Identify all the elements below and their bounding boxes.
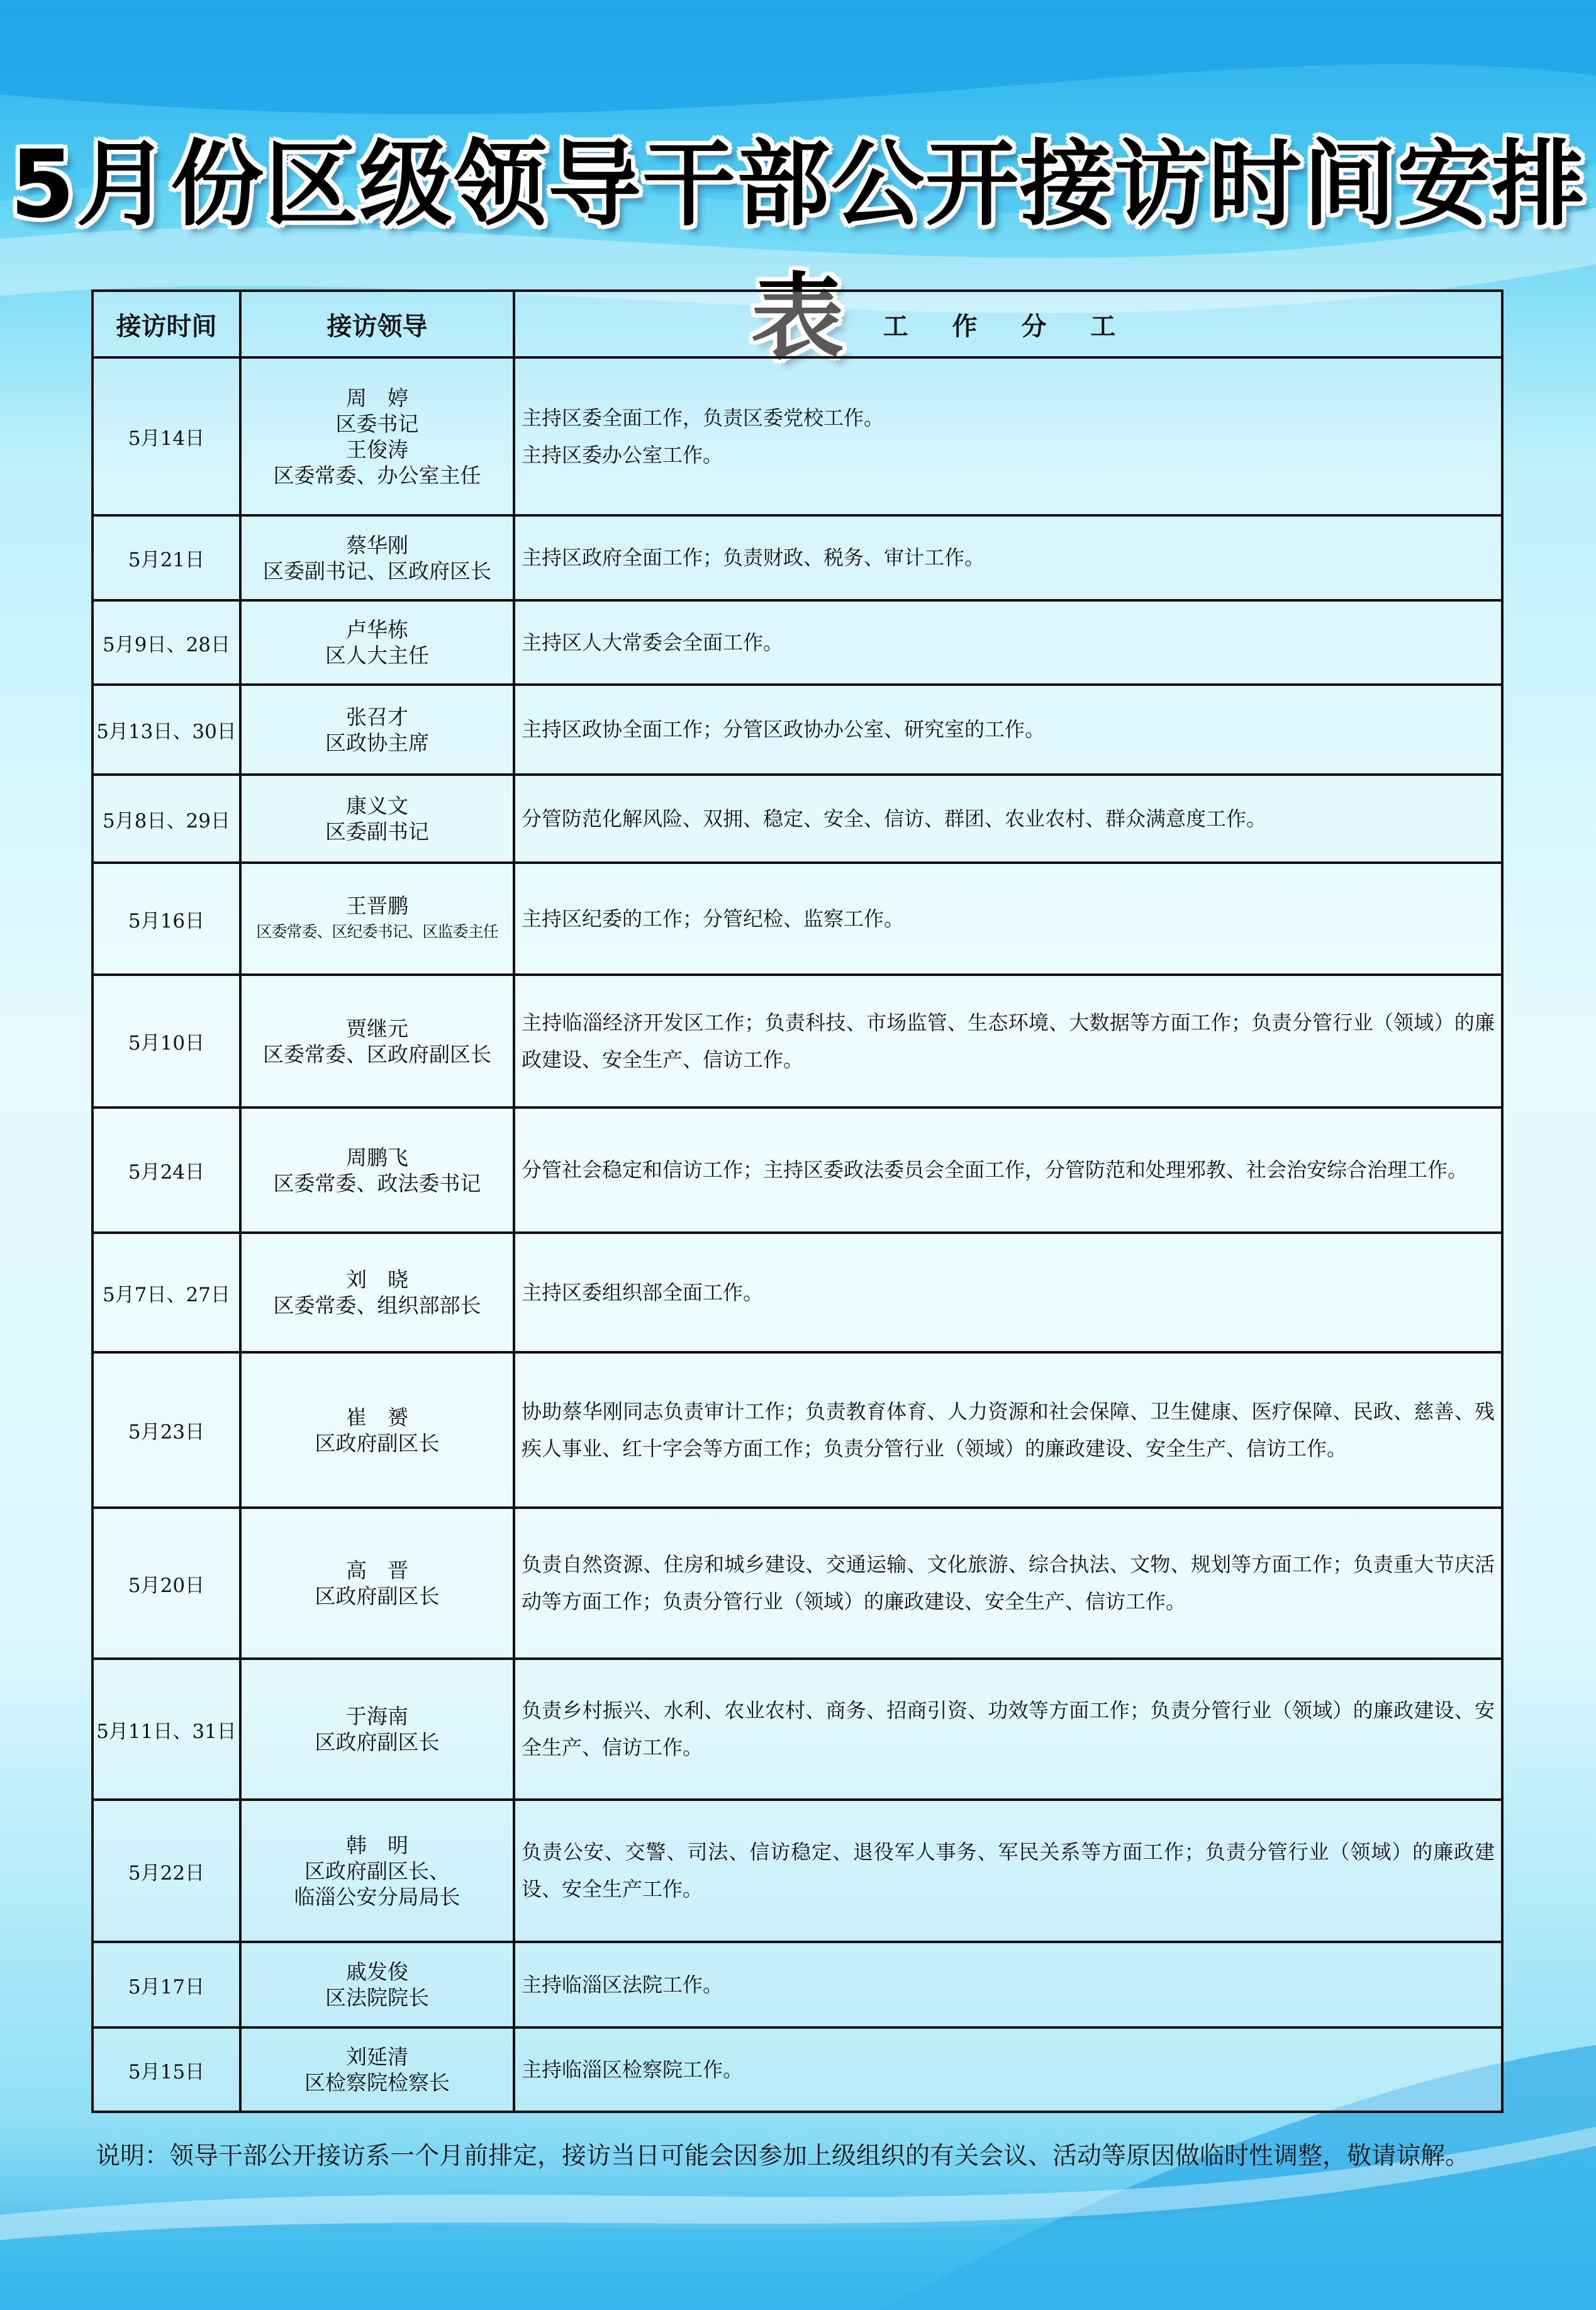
leader-name: 周鹏飞 bbox=[346, 1145, 408, 1170]
table-row bbox=[92, 775, 1502, 863]
leader-title: 区委常委、区纪委书记、区监委主任 bbox=[256, 922, 498, 941]
leader-name: 戚发俊 bbox=[346, 1960, 408, 1984]
duty-text: 分管社会稳定和信访工作；主持区委政法委员会全面工作，分管防范和处理邪教、社会治安综合治理工作。 bbox=[522, 1158, 1468, 1182]
visit-date: 5月10日 bbox=[92, 975, 240, 1107]
leader-title: 区委常委、区政府副区长 bbox=[263, 1041, 491, 1067]
table-row bbox=[92, 1508, 1502, 1659]
table-row bbox=[92, 1800, 1502, 1942]
table-row bbox=[92, 2027, 1502, 2112]
leader-title: 区人大主任 bbox=[325, 643, 429, 668]
duty-cell bbox=[514, 1508, 1502, 1659]
duty-text: 主持区政府全面工作；负责财政、税务、审计工作。 bbox=[522, 546, 985, 569]
duty-cell bbox=[514, 1942, 1502, 2027]
leader-name: 张召才 bbox=[346, 704, 408, 729]
leader-title: 临淄公安分局局长 bbox=[294, 1884, 460, 1909]
leader-title: 王俊涛 bbox=[346, 437, 408, 462]
table-header-row bbox=[92, 291, 1502, 357]
duty-text: 主持区委全面工作，负责区委党校工作。 bbox=[522, 405, 884, 430]
visit-date: 5月7日、27日 bbox=[92, 1233, 240, 1352]
visit-date: 5月23日 bbox=[92, 1352, 240, 1508]
leader-cell bbox=[240, 975, 514, 1107]
duty-cell bbox=[514, 1352, 1502, 1508]
leader-name: 高 晋 bbox=[346, 1558, 408, 1583]
duty-cell bbox=[514, 863, 1502, 975]
duty-text: 主持区人大常委会全面工作。 bbox=[522, 630, 784, 654]
footnote: 说明：领导干部公开接访系一个月前排定，接访当日可能会因参加上级组织的有关会议、活动等原因做临时性调整，敬请谅解。 bbox=[96, 2142, 1470, 2170]
leader-name: 周 婷 bbox=[346, 385, 408, 410]
leader-cell bbox=[240, 1659, 514, 1800]
leader-cell bbox=[240, 685, 514, 775]
table-row bbox=[92, 1233, 1502, 1352]
leader-title: 区政府副区长、 bbox=[304, 1858, 450, 1883]
visit-date: 5月15日 bbox=[92, 2027, 240, 2112]
visit-date: 5月16日 bbox=[92, 863, 240, 975]
table-row bbox=[92, 357, 1502, 515]
duty-cell bbox=[514, 600, 1502, 685]
duty-cell bbox=[514, 975, 1502, 1107]
leader-name: 崔 赟 bbox=[346, 1405, 408, 1430]
schedule-body bbox=[92, 357, 1502, 2112]
leader-cell bbox=[240, 2027, 514, 2112]
visit-date: 5月14日 bbox=[92, 357, 240, 515]
leader-title: 区委常委、办公室主任 bbox=[273, 463, 481, 488]
leader-title: 区政府副区长 bbox=[315, 1584, 440, 1608]
duty-text: 负责公安、交警、司法、信访稳定、退役军人事务、军民关系等方面工作；负责分管行业（领域）的廉政建设、安全生产工作。 bbox=[522, 1840, 1495, 1901]
leader-name: 康义文 bbox=[346, 793, 408, 818]
leader-title: 区政府副区长 bbox=[315, 1730, 440, 1754]
visit-date: 5月20日 bbox=[92, 1508, 240, 1659]
leader-title: 区委常委、政法委书记 bbox=[273, 1170, 481, 1196]
leader-cell bbox=[240, 863, 514, 975]
leader-cell bbox=[240, 775, 514, 863]
visit-date: 5月13日、30日 bbox=[92, 685, 240, 775]
duty-text: 主持临淄区法院工作。 bbox=[522, 1972, 723, 1997]
duty-text: 负责自然资源、住房和城乡建设、交通运输、文化旅游、综合执法、文物、规划等方面工作；负责重大节庆活动等方面工作；负责分管行业（领域）的廉政建设、安全生产、信访工作。 bbox=[522, 1552, 1495, 1613]
leader-title: 区法院院长 bbox=[325, 1985, 429, 2010]
leader-cell bbox=[240, 1107, 514, 1233]
duty-text: 主持临淄经济开发区工作；负责科技、市场监管、生态环境、大数据等方面工作；负责分管行业（领域）的廉政建设、安全生产、信访工作。 bbox=[522, 1010, 1495, 1072]
leader-cell bbox=[240, 1508, 514, 1659]
duty-cell bbox=[514, 515, 1502, 600]
duty-cell bbox=[514, 357, 1502, 515]
leader-name: 于海南 bbox=[346, 1704, 408, 1729]
duty-text: 主持区纪委的工作；分管纪检、监察工作。 bbox=[522, 906, 905, 931]
visit-date: 5月22日 bbox=[92, 1800, 240, 1942]
visit-date: 5月24日 bbox=[92, 1107, 240, 1233]
duty-cell bbox=[514, 1800, 1502, 1942]
leader-title: 区委常委、组织部部长 bbox=[273, 1293, 481, 1318]
visit-date: 5月9日、28日 bbox=[92, 600, 240, 685]
leader-cell bbox=[240, 600, 514, 685]
leader-title: 区检察院检察长 bbox=[304, 2070, 450, 2095]
leader-title: 区委书记 bbox=[335, 411, 419, 436]
visit-date: 5月17日 bbox=[92, 1942, 240, 2027]
leader-name: 刘延清 bbox=[346, 2044, 408, 2069]
header-date: 接访时间 bbox=[92, 291, 240, 357]
leader-title: 区政府副区长 bbox=[315, 1430, 440, 1455]
duty-text: 主持区委办公室工作。 bbox=[522, 442, 723, 467]
duty-cell bbox=[514, 2027, 1502, 2112]
duty-text: 分管防范化解风险、双拥、稳定、安全、信访、群团、农业农村、群众满意度工作。 bbox=[522, 806, 1267, 831]
schedule-table bbox=[91, 289, 1504, 2113]
table-row bbox=[92, 515, 1502, 600]
leader-title: 区政协主席 bbox=[325, 730, 429, 755]
leader-name: 刘 晓 bbox=[346, 1267, 408, 1292]
duty-text: 协助蔡华刚同志负责审计工作；负责教育体育、人力资源和社会保障、卫生健康、医疗保障、民政、慈善、残疾人事业、红十字会等方面工作；负责分管行业（领域）的廉政建设、安全生产、信访工作。 bbox=[522, 1399, 1495, 1461]
page-title: 5月份区级领导干部公开接访时间安排表 bbox=[10, 130, 1586, 372]
duty-text: 主持临淄区检察院工作。 bbox=[522, 2057, 744, 2082]
table-row bbox=[92, 1942, 1502, 2027]
leader-name: 蔡华刚 bbox=[346, 532, 408, 558]
duty-text: 主持区政协全面工作；分管区政协办公室、研究室的工作。 bbox=[522, 717, 1046, 741]
duty-text: 主持区委组织部全面工作。 bbox=[522, 1280, 764, 1304]
leader-name: 贾继元 bbox=[346, 1016, 408, 1041]
leader-name: 韩 明 bbox=[346, 1832, 408, 1858]
leader-cell bbox=[240, 515, 514, 600]
leader-title: 区委副书记、区政府区长 bbox=[263, 558, 491, 583]
table-row bbox=[92, 1107, 1502, 1233]
table-row bbox=[92, 685, 1502, 775]
table-row bbox=[92, 1659, 1502, 1800]
table-row bbox=[92, 975, 1502, 1107]
table-row bbox=[92, 863, 1502, 975]
duty-cell bbox=[514, 1659, 1502, 1800]
leader-cell bbox=[240, 1800, 514, 1942]
leader-cell bbox=[240, 1233, 514, 1352]
duty-cell bbox=[514, 775, 1502, 863]
leader-cell bbox=[240, 1352, 514, 1508]
table-row bbox=[92, 1352, 1502, 1508]
visit-date: 5月11日、31日 bbox=[92, 1659, 240, 1800]
duty-text: 负责乡村振兴、水利、农业农村、商务、招商引资、功效等方面工作；负责分管行业（领域）的廉政建设、安全生产、信访工作。 bbox=[522, 1698, 1495, 1759]
duty-cell bbox=[514, 1107, 1502, 1233]
leader-name: 卢华栋 bbox=[346, 617, 408, 642]
header-leader: 接访领导 bbox=[240, 291, 514, 357]
leader-name: 王晋鹏 bbox=[346, 894, 408, 918]
duty-cell bbox=[514, 1233, 1502, 1352]
duty-cell bbox=[514, 685, 1502, 775]
leader-cell bbox=[240, 357, 514, 515]
visit-date: 5月8日、29日 bbox=[92, 775, 240, 863]
table-row bbox=[92, 600, 1502, 685]
leader-cell bbox=[240, 1942, 514, 2027]
header-duty: 工 作 分 工 bbox=[514, 291, 1502, 357]
visit-date: 5月21日 bbox=[92, 515, 240, 600]
leader-title: 区委副书记 bbox=[325, 819, 429, 844]
